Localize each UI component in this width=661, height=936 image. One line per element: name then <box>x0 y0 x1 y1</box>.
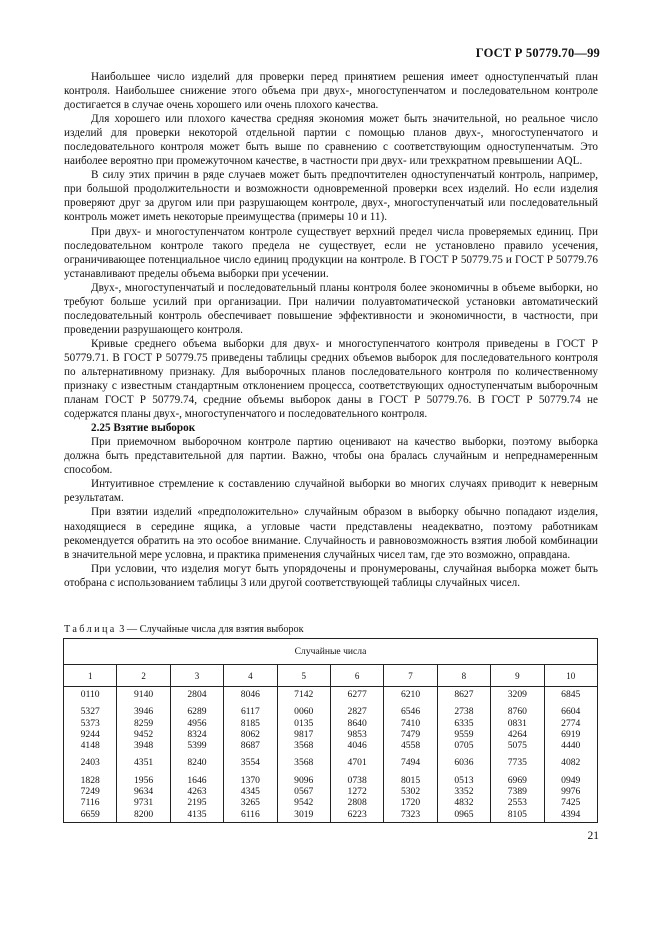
random-number: 1956 <box>133 774 154 786</box>
random-number: 8185 <box>240 717 260 729</box>
random-number: 5075 <box>507 740 527 752</box>
random-number: 1720 <box>400 797 421 809</box>
random-number: 0135 <box>294 717 314 729</box>
column-header: 4 <box>224 665 277 687</box>
random-number: 1370 <box>240 774 260 786</box>
page-number: 21 <box>587 830 599 842</box>
table-caption <box>64 624 304 635</box>
paragraph: Кривые среднего объема выборки для двух- и многоступенчатого контроля приведены в ГОСТ Р 50779.71. В ГОСТ Р 50779.75 приведены таблицы средних объемов выборок для последовательного контроля по альтернативному признаку. Для выборочных планов последовательного контроля по количественному признаку с известным стандартным отклонением процесса, соответствующих одноступенчатым выборочным планам ГОСТ Р 50779.74, средние объемы выборок даны в ГОСТ Р 50779.76. В ГОСТ Р 50779.74 не содержатся планы двух-, многоступенчатого и последовательного контроля. <box>64 337 598 421</box>
random-number: 4701 <box>347 757 367 769</box>
random-number: 6335 <box>454 717 474 729</box>
random-number: 7494 <box>400 757 421 769</box>
document-header: ГОСТ Р 50779.70—99 <box>475 46 600 60</box>
random-number: 5399 <box>187 740 207 752</box>
random-number: 3554 <box>240 757 260 769</box>
table-column-cell <box>64 687 117 823</box>
random-number: 9140 <box>133 689 154 700</box>
random-number: 0513 <box>454 774 474 786</box>
random-number: 8062 <box>240 728 260 740</box>
column-header: 8 <box>437 665 490 687</box>
random-number: 9559 <box>454 728 474 740</box>
random-number: 8015 <box>400 774 421 786</box>
table-column-cell <box>224 687 277 823</box>
paragraph: Наибольшее число изделий для проверки перед принятием решения имеет одноступенчатый план контроля. Наибольшее снижение этого объема при двух-, многоступенчатом и последовательном контроле достигается в случае очень хорошего или очень плохого качества. <box>64 71 598 112</box>
random-number: 5302 <box>400 786 421 798</box>
random-number: 4832 <box>454 797 474 809</box>
column-header: 2 <box>117 665 170 687</box>
column-header: 6 <box>330 665 383 687</box>
random-number: 3946 <box>133 706 154 718</box>
random-number: 4148 <box>80 740 100 752</box>
random-number: 7735 <box>507 757 527 769</box>
table-column-cell <box>170 687 223 823</box>
random-number: 3019 <box>294 808 314 820</box>
table-column-cell <box>277 687 330 823</box>
random-number: 6116 <box>240 808 260 820</box>
random-number: 2195 <box>187 797 207 809</box>
table-column-cell <box>117 687 170 823</box>
random-number: 4345 <box>240 786 260 798</box>
random-number: 9452 <box>133 728 154 740</box>
random-number: 2553 <box>507 797 527 809</box>
paragraph: При условии, что изделия могут быть упорядочены и пронумерованы, случайная выборка может быть отобрана с использованием таблицы 3 или другой соответствующей таблицы случайных чисел. <box>64 562 598 589</box>
column-header: 3 <box>170 665 223 687</box>
random-number: 9853 <box>347 728 367 740</box>
random-number: 3265 <box>240 797 260 809</box>
random-number: 0965 <box>454 808 474 820</box>
random-number: 6277 <box>347 689 367 700</box>
random-number: 4956 <box>187 717 207 729</box>
random-number: 0831 <box>507 717 527 729</box>
table-column-cell <box>384 687 437 823</box>
random-number: 8259 <box>133 717 154 729</box>
random-number: 6117 <box>240 706 260 718</box>
random-number: 1828 <box>80 774 100 786</box>
random-numbers-table <box>63 638 598 823</box>
paragraph: При взятии изделий «предположительно» случайным образом в выборку обычно попадают изделия, находящиеся в середине ящика, а угловые части представлены неадекватно, поэтому работникам рекомендуется обратить на это особое внимание. Случайность и равновозможность взятия любой комбинации в значительной мере условна, и практика применения случайных чисел там, где это возможно, оправдана. <box>64 506 598 561</box>
random-number: 4046 <box>347 740 367 752</box>
random-number: 3568 <box>294 740 314 752</box>
random-number: 3352 <box>454 786 474 798</box>
table-caption-label: Таблица <box>64 624 117 635</box>
random-number: 0060 <box>294 706 314 718</box>
random-number: 0738 <box>347 774 367 786</box>
random-number: 6289 <box>187 706 207 718</box>
table-column-cell <box>491 687 544 823</box>
random-number: 5373 <box>80 717 100 729</box>
random-number: 8240 <box>187 757 207 769</box>
random-number: 6919 <box>561 728 581 740</box>
random-number: 7116 <box>80 797 100 809</box>
paragraph: Для хорошего или плохого качества средняя экономия может быть значительной, но реальное число изделий для проверки некоторой отдельной партии с помощью планов двух-, многоступенчатого и последовательного контроля может быть выше по сравнению с соответствующим одноступенчатым. Это наиболее вероятно при промежуточном качестве, в частности при двух- или трехкратном превышении AQL. <box>64 113 598 168</box>
random-number: 4135 <box>187 808 207 820</box>
column-header: 10 <box>544 665 597 687</box>
column-header: 5 <box>277 665 330 687</box>
column-header: 7 <box>384 665 437 687</box>
random-number: 0110 <box>80 689 100 700</box>
random-number: 9244 <box>80 728 100 740</box>
random-number: 9731 <box>133 797 154 809</box>
table-column-cell <box>437 687 490 823</box>
random-number: 6210 <box>400 689 421 700</box>
random-number: 8046 <box>240 689 260 700</box>
random-number: 4394 <box>561 808 581 820</box>
random-number: 0705 <box>454 740 474 752</box>
random-number: 7323 <box>400 808 421 820</box>
random-number: 2827 <box>347 706 367 718</box>
paragraph: Интуитивное стремление к составлению случайной выборки во многих случаях приводит к неверным результатам. <box>64 478 598 505</box>
body-text <box>64 70 598 590</box>
random-number: 6659 <box>80 808 100 820</box>
random-number: 6845 <box>561 689 581 700</box>
random-number: 9634 <box>133 786 154 798</box>
random-number: 9976 <box>561 786 581 798</box>
table-column-cell <box>330 687 383 823</box>
random-number: 2808 <box>347 797 367 809</box>
paragraph: При приемочном выборочном контроле партию оценивают на качество выборки, поэтому выборка должна быть представительной для партии. Важно, чтобы она бралась случайным и непреднамеренным способом. <box>64 436 598 477</box>
random-number: 9096 <box>294 774 314 786</box>
random-number: 8640 <box>347 717 367 729</box>
random-number: 7142 <box>294 689 314 700</box>
table-column-cell <box>544 687 597 823</box>
random-number: 8687 <box>240 740 260 752</box>
random-number: 2804 <box>187 689 207 700</box>
random-number: 1272 <box>347 786 367 798</box>
random-number: 2738 <box>454 706 474 718</box>
random-number: 4440 <box>561 740 581 752</box>
random-number: 7410 <box>400 717 421 729</box>
table-caption-text: 3 — Случайные числа для взятия выборок <box>119 624 304 635</box>
random-number: 8324 <box>187 728 207 740</box>
paragraph: В силу этих причин в ряде случаев может быть предпочтителен одноступенчатый контроль, например, при большой продолжительности и возможности одновременной проверки всех изделий. Но если изделия проверяют друг за другом или при разрушающем контроле, двух-, многоступенчатый или последовательный контроль может иметь некоторые преимущества (примеры 10 и 11). <box>64 169 598 224</box>
random-number: 3948 <box>133 740 154 752</box>
section-heading: 2.25 Взятие выборок <box>91 422 196 435</box>
random-number: 2403 <box>80 757 100 769</box>
table-group-header: Случайные числа <box>64 639 598 665</box>
random-number: 7425 <box>561 797 581 809</box>
random-number: 6604 <box>561 706 581 718</box>
random-number: 4263 <box>187 786 207 798</box>
random-number: 6223 <box>347 808 367 820</box>
random-number: 4558 <box>400 740 421 752</box>
random-number: 7389 <box>507 786 527 798</box>
random-number: 6969 <box>507 774 527 786</box>
random-number: 8760 <box>507 706 527 718</box>
random-number: 3568 <box>294 757 314 769</box>
random-number: 9817 <box>294 728 314 740</box>
random-number: 8627 <box>454 689 474 700</box>
random-number: 7249 <box>80 786 100 798</box>
random-number: 0949 <box>561 774 581 786</box>
random-number: 3209 <box>507 689 527 700</box>
random-number: 6036 <box>454 757 474 769</box>
random-number: 1646 <box>187 774 207 786</box>
random-number: 6546 <box>400 706 421 718</box>
random-number: 2774 <box>561 717 581 729</box>
random-number: 4082 <box>561 757 581 769</box>
random-number: 4351 <box>133 757 154 769</box>
random-number: 8105 <box>507 808 527 820</box>
random-number: 8200 <box>133 808 154 820</box>
random-number: 5327 <box>80 706 100 718</box>
random-number: 0567 <box>294 786 314 798</box>
random-number: 4264 <box>507 728 527 740</box>
column-header: 9 <box>491 665 544 687</box>
column-header: 1 <box>64 665 117 687</box>
paragraph: Двух-, многоступенчатый и последовательный планы контроля более экономичны в объеме выборки, но требуют больше усилий при организации. При наличии полуавтоматической установки автоматический последовательный контроль обеспечивает повышение эффективности и экономичности, в частности, при проведении разрушающего контроля. <box>64 281 598 336</box>
paragraph: При двух- и многоступенчатом контроле существует верхний предел числа проверяемых единиц. При последовательном контроле такого предела не существует, если не установлено правило усечения, ограничивающее потенциальное число единиц продукции на контроле. В ГОСТ Р 50779.75 и ГОСТ Р 50779.76 устанавливают пределы объема выборки при усечении. <box>64 225 598 280</box>
random-number: 9542 <box>294 797 314 809</box>
random-number: 7479 <box>400 728 421 740</box>
